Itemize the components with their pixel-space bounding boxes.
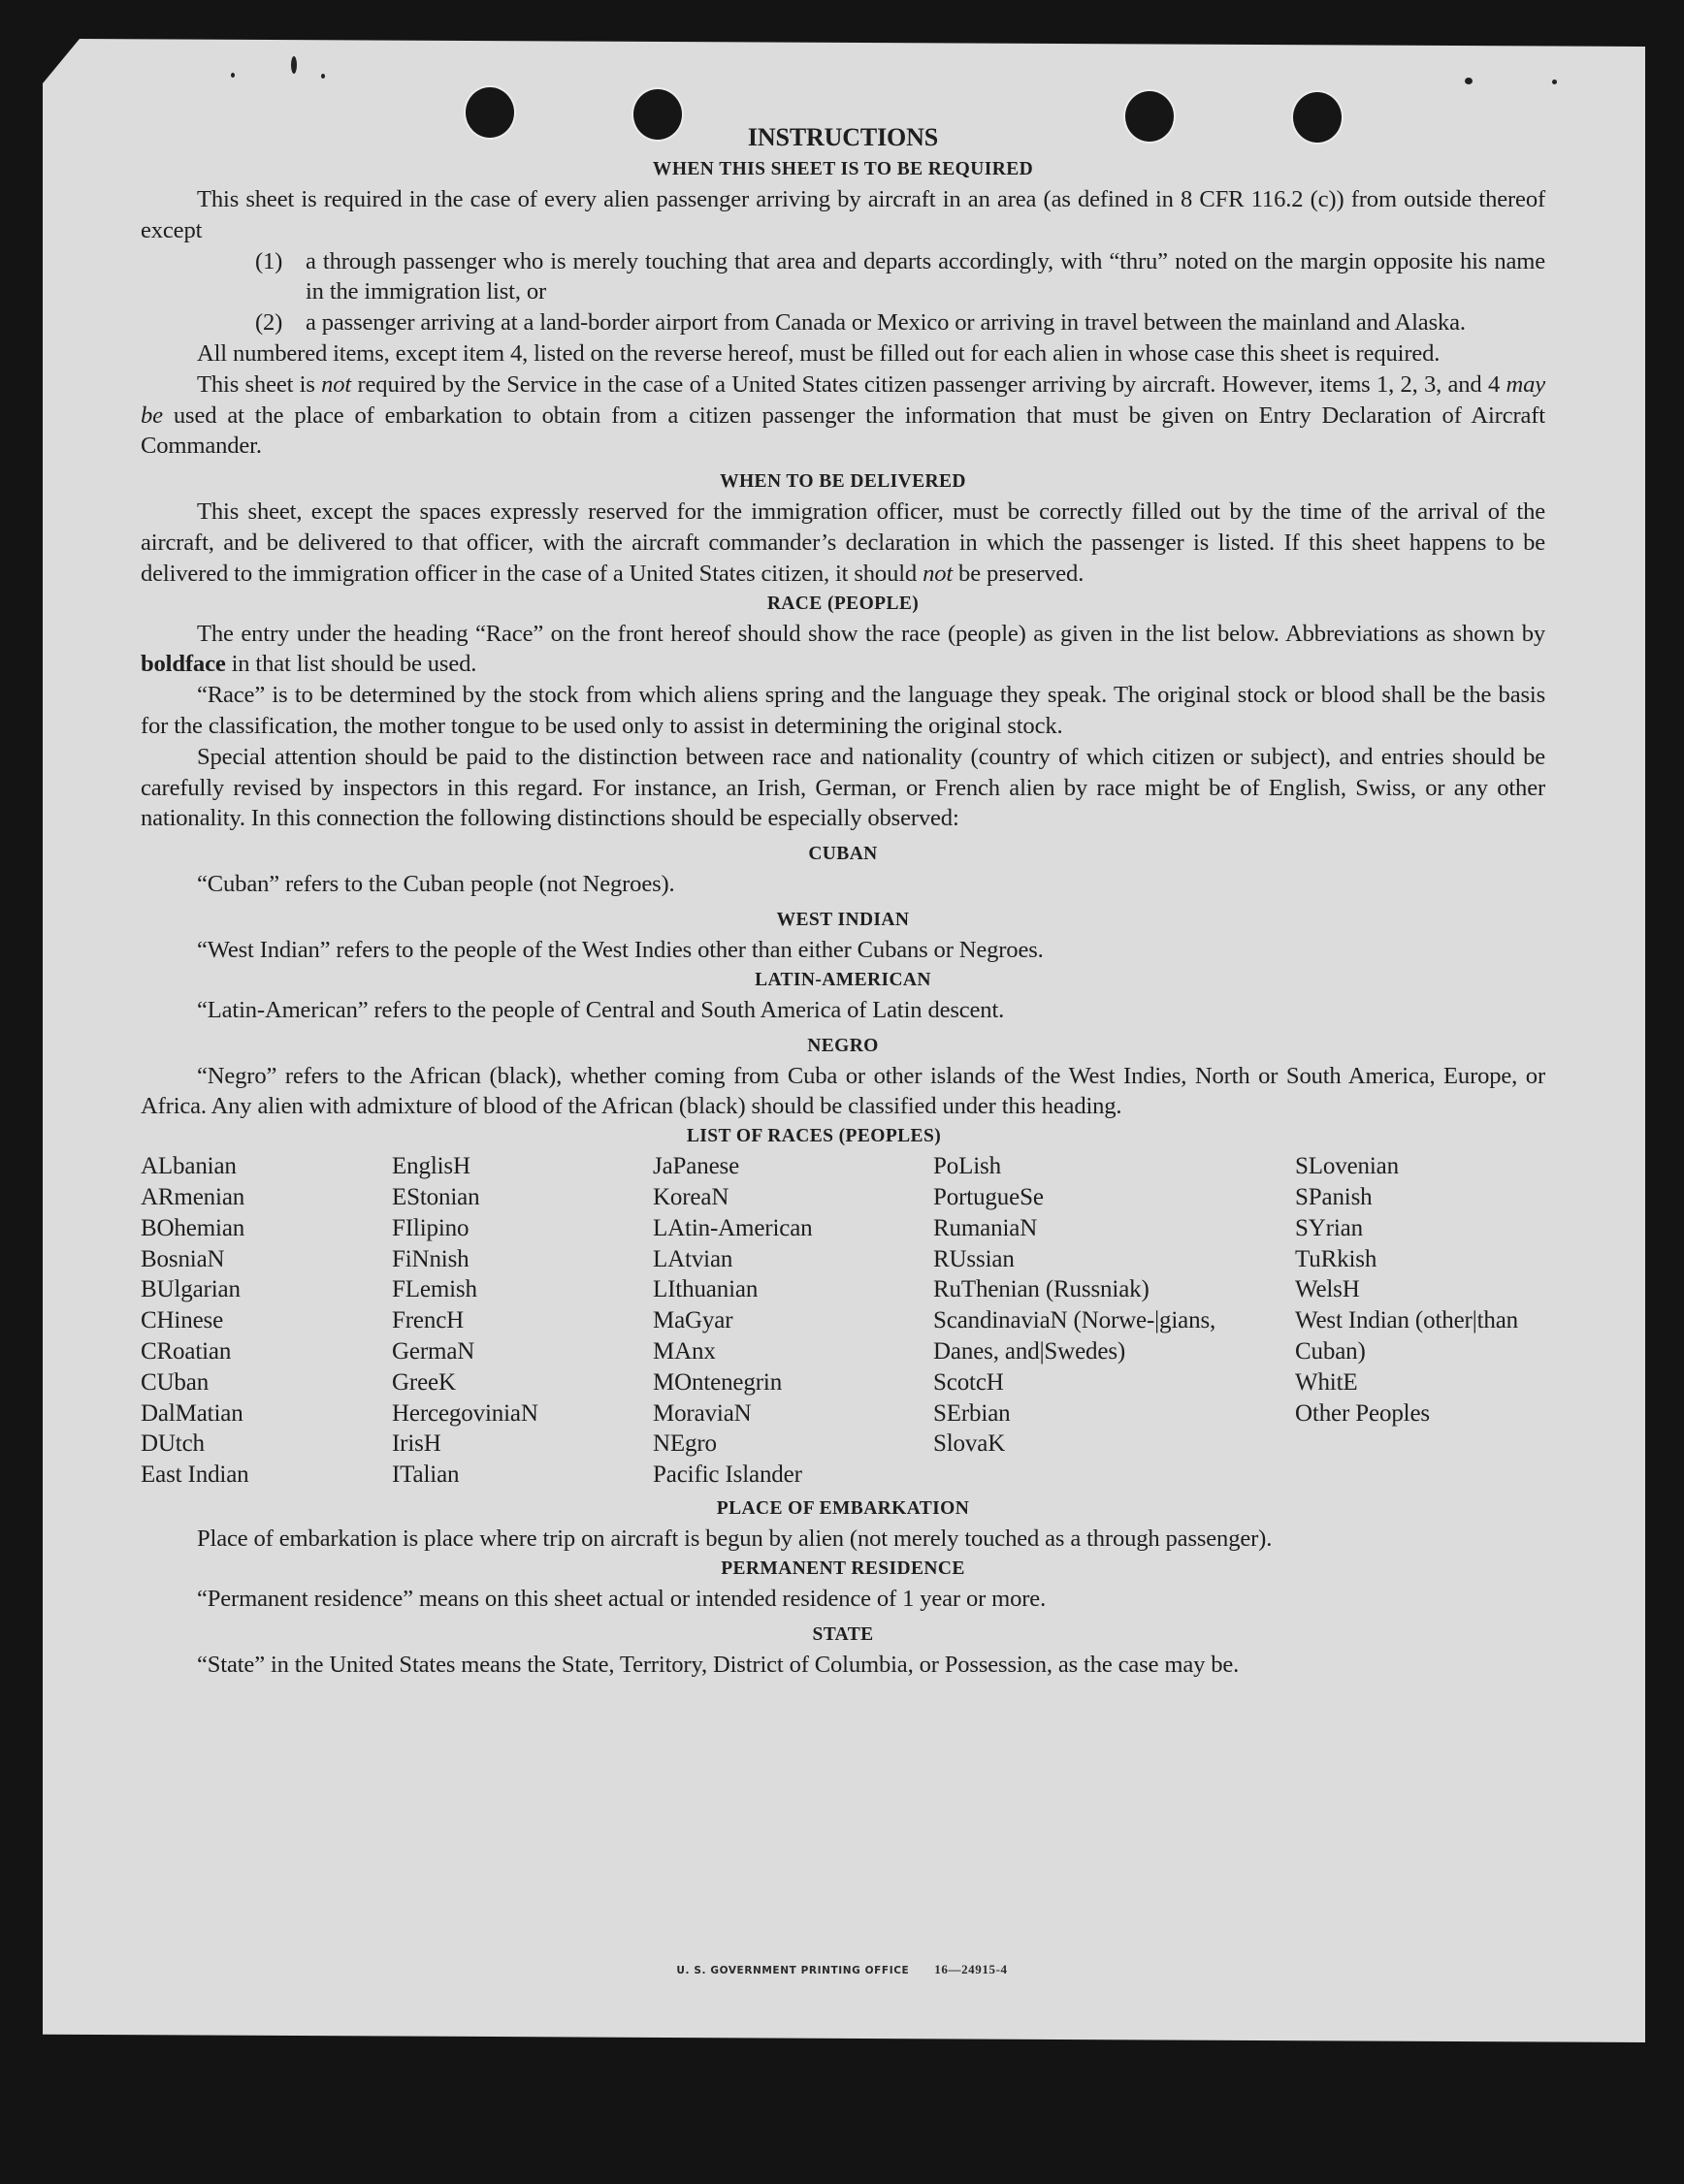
paragraph <box>141 497 1545 589</box>
paper-blemish <box>1552 80 1557 84</box>
text-run: required by the Service in the case of a United States citizen passenger arriving by aircraft. However, items 1, 2, 3, and 4 <box>351 370 1506 398</box>
race-entry: MAnx <box>653 1337 716 1365</box>
emphasis: not <box>321 370 352 398</box>
race-entry: IrisH <box>392 1430 441 1458</box>
paragraph <box>141 369 1545 462</box>
race-entry: Other Peoples <box>1295 1399 1430 1427</box>
emphasis: may be <box>141 370 1545 429</box>
race-entry: ScotcH <box>933 1368 1004 1396</box>
text-run: in that list should be used. <box>225 651 477 678</box>
race-entry: LAtin-American <box>653 1214 813 1241</box>
paragraph: Special attention should be paid to the distinction between race and nationality (country of which citizen or subject), and entries should be carefully revised by inspectors in this regard. For instance, an Irish, German, or French alien by race might be of English, Swiss, or any other nationality. In this connection the following distinctions should be especially observed: <box>141 743 1545 832</box>
race-entry: ARmenian <box>141 1183 245 1210</box>
race-entry: WelsH <box>1295 1276 1360 1303</box>
race-column <box>392 1151 538 1491</box>
race-entry: RUssian <box>933 1245 1015 1272</box>
race-entry: SErbian <box>933 1399 1011 1427</box>
section-heading-state: STATE <box>812 1623 874 1645</box>
text-run: used at the place of embarkation to obtain from a citizen passenger the information that must be given on Entry Declaration of Aircraft Commander. <box>141 401 1545 460</box>
race-entry: SLovenian <box>1295 1153 1399 1180</box>
race-list <box>141 1151 1545 1491</box>
text-run: This sheet is <box>197 370 322 398</box>
item-number: (1) <box>255 247 283 274</box>
race-column <box>1295 1151 1547 1429</box>
form-code: 16—24915-4 <box>934 1962 1008 1976</box>
race-entry: MoraviaN <box>653 1399 752 1427</box>
race-entry: CHinese <box>141 1307 224 1334</box>
paragraph: “Permanent residence” means on this sheet actual or intended residence of 1 year or more. <box>197 1585 1047 1612</box>
instructions-body <box>141 116 1545 1681</box>
item-number: (2) <box>255 309 283 337</box>
section-heading-residence: PERMANENT RESIDENCE <box>721 1558 965 1579</box>
paper-blemish <box>321 74 325 79</box>
race-entry: MaGyar <box>653 1307 733 1334</box>
paper-blemish <box>291 56 297 74</box>
race-entry: West Indian (other|than Cuban) <box>1295 1307 1519 1365</box>
race-entry: SlovaK <box>933 1430 1006 1458</box>
paragraph: “Latin-American” refers to the people of Central and South America of Latin descent. <box>197 996 1005 1023</box>
section-heading-race: RACE (PEOPLE) <box>766 593 920 614</box>
section-heading-cuban: CUBAN <box>808 844 878 865</box>
race-entry: JaPanese <box>653 1153 740 1180</box>
section-heading-latin-american: LATIN-AMERICAN <box>755 969 931 990</box>
paper-blemish <box>1465 78 1473 84</box>
printer-imprint <box>0 1962 1684 1977</box>
paragraph: “Race” is to be determined by the stock from which aliens spring and the language they speak. The original stock or blood shall be the basis for the classification, the mother tongue to be used only to assist in determining the original stock. <box>141 682 1545 739</box>
race-entry: RuThenian (Russniak) <box>933 1276 1150 1303</box>
section-heading-west-indian: WEST INDIAN <box>776 909 910 930</box>
race-entry: NEgro <box>653 1430 717 1458</box>
race-entry: FLemish <box>392 1276 477 1303</box>
race-entry: ITalian <box>392 1461 460 1489</box>
race-column <box>653 1151 813 1491</box>
race-entry: WhitE <box>1295 1368 1358 1396</box>
race-entry: KoreaN <box>653 1183 729 1210</box>
section-heading-embarkation: PLACE OF EMBARKATION <box>716 1498 970 1520</box>
item-text: a passenger arriving at a land-border airport from Canada or Mexico or arriving in travel between the mainland and Alaska. <box>306 309 1466 337</box>
race-entry: LAtvian <box>653 1245 733 1272</box>
paragraph: “West Indian” refers to the people of the West Indies other than either Cubans or Negroes. <box>197 936 1044 963</box>
paragraph: “State” in the United States means the State, Territory, District of Columbia, or Possession, as the case may be. <box>197 1651 1240 1678</box>
paragraph: “Negro” refers to the African (black), whether coming from Cuba or other islands of the West Indies, North or South America, Europe, or Africa. Any alien with admixture of blood of the African (black) should be classified under this heading. <box>141 1062 1545 1120</box>
paragraph: All numbered items, except item 4, listed on the reverse hereof, must be filled out for each alien in whose case this sheet is required. <box>197 339 1441 367</box>
printer-name: U. S. GOVERNMENT PRINTING OFFICE <box>676 1965 910 1976</box>
paragraph: “Cuban” refers to the Cuban people (not Negroes). <box>197 871 675 898</box>
race-entry: BOhemian <box>141 1214 245 1241</box>
race-entry: ScandinaviaN (Norwe-|gians, Danes, and|Swedes) <box>933 1307 1216 1365</box>
emphasis: not <box>923 560 954 587</box>
paper-blemish <box>231 73 235 78</box>
section-heading-list: LIST OF RACES (PEOPLES) <box>686 1126 942 1147</box>
race-entry: EnglisH <box>392 1153 470 1180</box>
text-run: be preserved. <box>953 560 1085 587</box>
paragraph: This sheet is required in the case of every alien passenger arriving by aircraft in an area (as defined in 8 CFR 116.2 (c)) from outside thereof except <box>141 186 1545 243</box>
race-column <box>141 1151 249 1491</box>
race-entry: PortugueSe <box>933 1183 1044 1210</box>
race-entry: GreeK <box>392 1368 456 1396</box>
race-entry: EStonian <box>392 1183 480 1210</box>
race-entry: FiNnish <box>392 1245 470 1272</box>
race-entry: CUban <box>141 1368 210 1396</box>
paragraph: Place of embarkation is place where trip on aircraft is begun by alien (not merely touched as a through passenger). <box>197 1526 1273 1553</box>
bold-term: boldface <box>141 651 226 678</box>
race-entry: SPanish <box>1295 1183 1373 1210</box>
race-entry: CRoatian <box>141 1337 232 1365</box>
section-heading-delivered: WHEN TO BE DELIVERED <box>720 471 966 493</box>
race-entry: Pacific Islander <box>653 1461 802 1489</box>
race-entry: DUtch <box>141 1430 205 1458</box>
race-entry: FrencH <box>392 1307 465 1334</box>
race-entry: LIthuanian <box>653 1276 759 1303</box>
race-entry: DalMatian <box>141 1399 243 1427</box>
race-entry: ALbanian <box>141 1153 237 1180</box>
exception-item <box>141 307 1545 338</box>
text-run: The entry under the heading “Race” on the front hereof should show the race (people) as given in the list below. Abbreviations as shown by <box>197 620 1545 647</box>
race-entry: SYrian <box>1295 1214 1363 1241</box>
item-text: a through passenger who is merely touching that area and departs accordingly, with “thru” noted on the margin opposite his name in the immigration list, or <box>306 247 1545 305</box>
race-entry: FIlipino <box>392 1214 470 1241</box>
page-title: INSTRUCTIONS <box>747 123 939 151</box>
paragraph <box>141 619 1545 681</box>
race-entry: RumaniaN <box>933 1214 1038 1241</box>
race-entry: PoLish <box>933 1153 1001 1180</box>
section-heading-required: WHEN THIS SHEET IS TO BE REQUIRED <box>652 159 1034 179</box>
race-column <box>933 1151 1224 1460</box>
race-entry: HercegoviniaN <box>392 1399 538 1427</box>
race-entry: East Indian <box>141 1461 249 1489</box>
exception-item <box>141 246 1545 308</box>
text-run: This sheet, except the spaces expressly reserved for the immigration officer, must be correctly filled out by the time of the arrival of the aircraft, and be delivered to that officer, with the aircraft commander’s declaration in which the passenger is listed. If this sheet happens to be delivered to the immigration officer in the case of a United States citizen, it should <box>141 498 1545 587</box>
race-entry: GermaN <box>392 1337 475 1365</box>
section-heading-negro: NEGRO <box>807 1035 879 1056</box>
race-entry: TuRkish <box>1295 1245 1377 1272</box>
race-entry: MOntenegrin <box>653 1368 783 1396</box>
race-entry: BUlgarian <box>141 1276 241 1303</box>
race-entry: BosniaN <box>141 1245 225 1272</box>
